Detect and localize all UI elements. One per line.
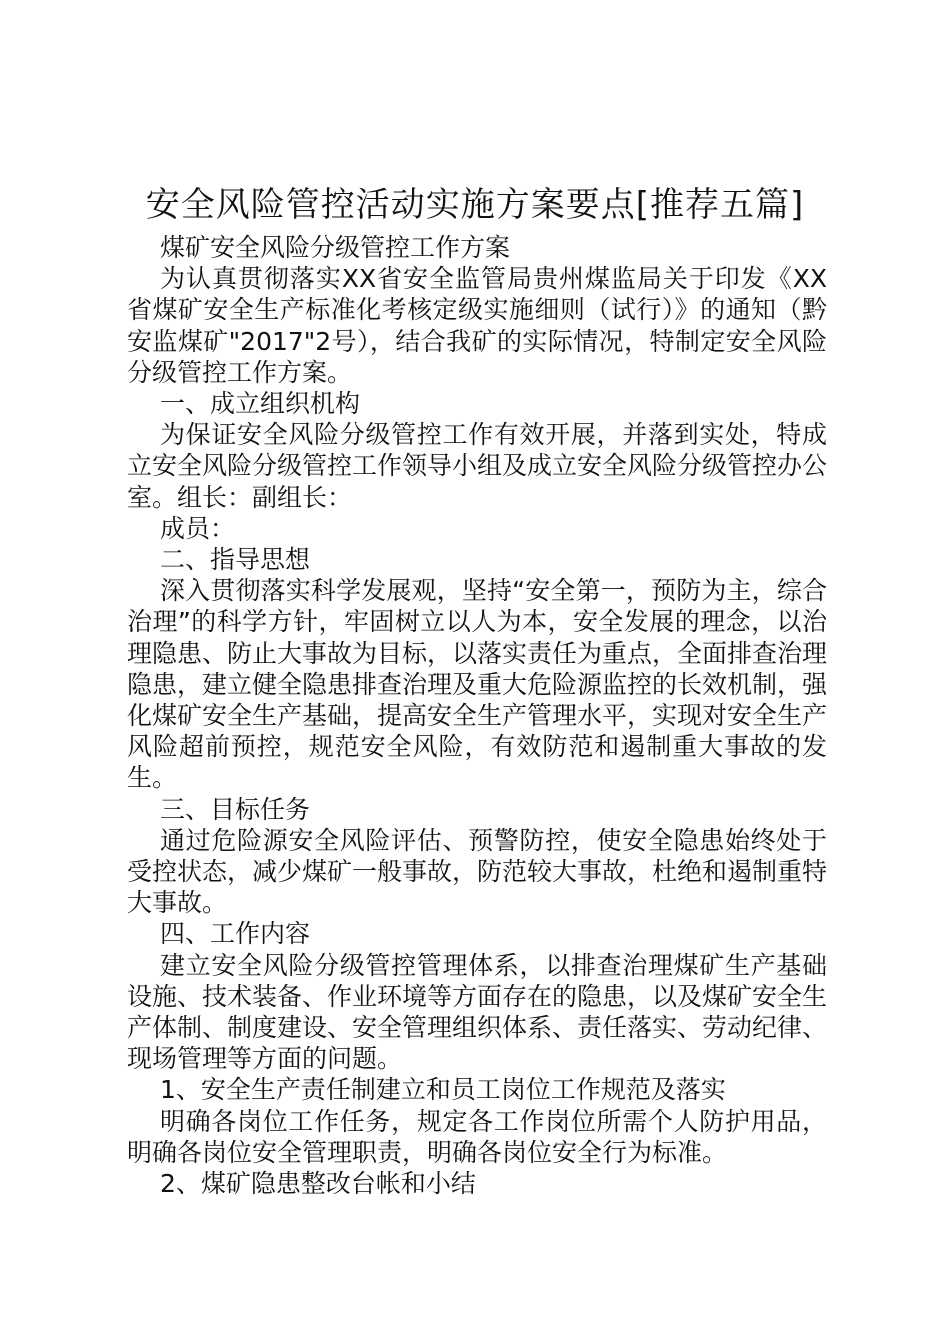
section-heading: 三、目标任务 xyxy=(160,794,311,824)
section-heading: 一、成立组织机构 xyxy=(160,389,361,419)
subsection-heading: 2、煤矿隐患整改台帐和小结 xyxy=(160,1169,476,1199)
subsection-heading: 1、安全生产责任制建立和员工岗位工作规范及落实 xyxy=(160,1075,726,1105)
paragraph: 建立安全风险分级管控管理体系，以排查治理煤矿生产基础设施、技术装备、作业环境等方面存在的隐患，以及煤矿安全生产体制、制度建设、安全管理组织体系、责任落实、劳动纪律、现场管理等方面的问题。 xyxy=(127,950,828,1074)
document-title: 安全风险管控活动实施方案要点[推荐五篇] xyxy=(145,185,805,225)
paragraph: 成员： xyxy=(160,513,236,543)
paragraph: 通过危险源安全风险评估、预警防控，使安全隐患始终处于受控状态，减少煤矿一般事故，防范较大事故，杜绝和遏制重特大事故。 xyxy=(127,825,828,918)
paragraph: 深入贯彻落实科学发展观，坚持“安全第一，预防为主，综合治理”的科学方针，牢固树立以人为本，安全发展的理念，以治理隐患、防止大事故为目标，以落实责任为重点，全面排查治理隐患，建立健全隐患排查治理及重大危险源监控的长效机制，强化煤矿安全生产基础，提高安全生产管理水平，实现对安全生产风险超前预控，规范安全风险，有效防范和遏制重大事故的发生。 xyxy=(127,576,828,793)
document-body xyxy=(127,232,827,1199)
section-heading: 煤矿安全风险分级管控工作方案 xyxy=(160,233,511,262)
paragraph: 明确各岗位工作任务，规定各工作岗位所需个人防护用品，明确各岗位安全管理职责，明确各岗位安全行为标准。 xyxy=(127,1106,827,1167)
section-heading: 四、工作内容 xyxy=(160,919,311,949)
paragraph: 为认真贯彻落实XX省安全监管局贵州煤监局关于印发《XX省煤矿安全生产标准化考核定级实施细则（试行）》的通知（黔安监煤矿"2017"2号），结合我矿的实际情况，特制定安全风险分级管控工作方案。 xyxy=(127,264,827,387)
section-heading: 二、指导思想 xyxy=(160,545,311,575)
paragraph: 为保证安全风险分级管控工作有效开展，并落到实处，特成立安全风险分级管控工作领导小组及成立安全风险分级管控办公室。组长：副组长： xyxy=(127,420,828,512)
